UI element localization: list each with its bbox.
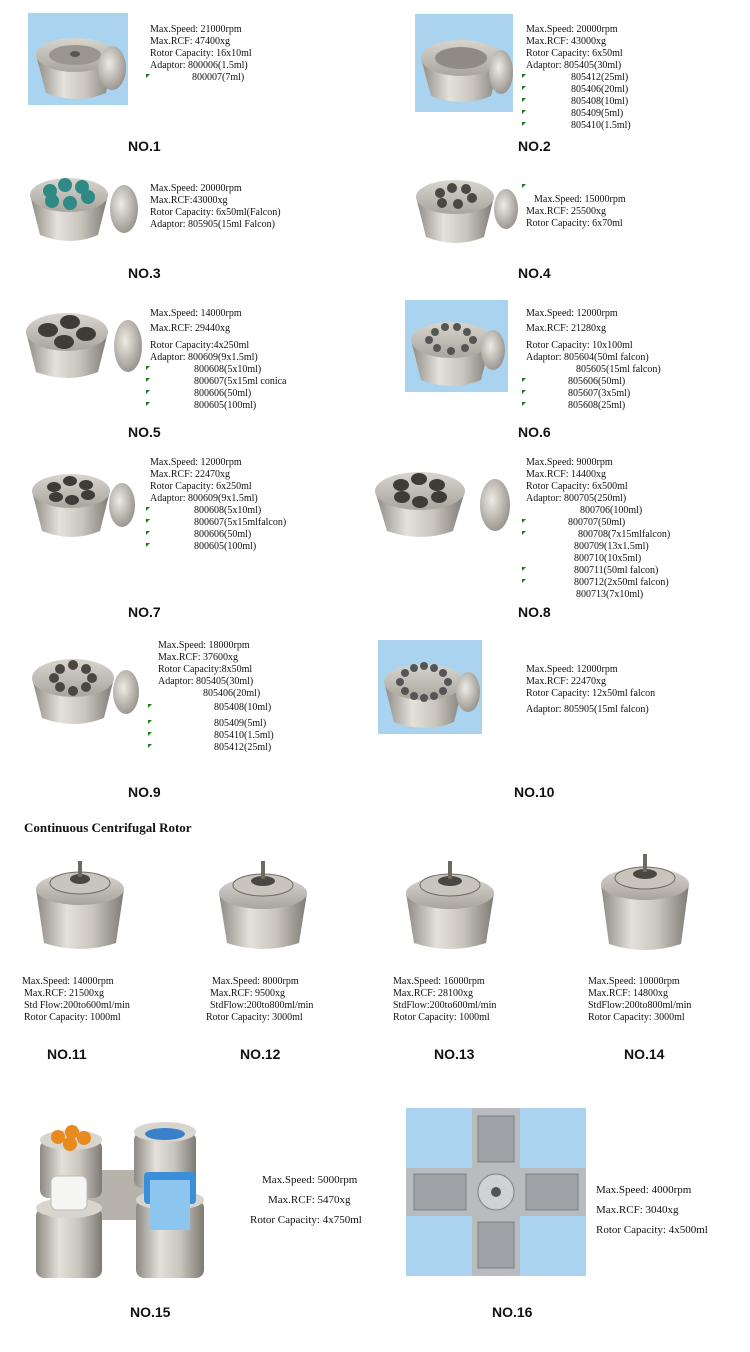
rotor-16-specs — [596, 1180, 708, 1240]
spec-line: Rotor Capacity: 6x250ml — [150, 481, 252, 492]
rotor-8-specs — [526, 457, 670, 601]
rotor-8-label: NO.8 — [518, 604, 551, 620]
spec-line: Max.Speed: 14000rpm — [22, 976, 114, 987]
rotor-12-specs — [206, 976, 313, 1024]
spec-text: 800606(50ml) — [194, 388, 252, 399]
spec-line — [150, 72, 252, 84]
spec-text: 805606(50ml) — [568, 376, 626, 387]
rotor-14-label: NO.14 — [624, 1046, 665, 1062]
spec-text: 800605(100ml) — [194, 400, 257, 411]
spec-line: Rotor Capacity: 12x50ml falcon — [526, 688, 656, 699]
spec-line — [526, 388, 661, 400]
spec-line — [150, 388, 286, 400]
rotor-4-specs — [526, 182, 626, 230]
spec-line — [150, 364, 286, 376]
spec-line: Rotor Capacity: 6x50ml(Falcon) — [150, 207, 281, 218]
rotor-14-image — [595, 850, 695, 955]
spec-line: Max.Speed: 14000rpm — [150, 308, 242, 319]
spec-line — [150, 376, 286, 388]
rotor-3-image — [20, 163, 140, 249]
spec-line: Max.Speed: 20000rpm — [150, 183, 242, 194]
spec-line: Max.RCF: 5470xg — [268, 1194, 351, 1206]
spec-line: Max.Speed: 12000rpm — [526, 664, 618, 675]
spec-line: Rotor Capacity: 6x70ml — [526, 218, 623, 229]
spec-line: Max.RCF: 3040xg — [596, 1204, 679, 1216]
rotor-4-label: NO.4 — [518, 265, 551, 281]
spec-line: Adaptor: 800609(9x1.5ml) — [150, 493, 258, 504]
rotor-10-specs — [526, 664, 655, 716]
spec-line — [526, 577, 670, 589]
rotor-13-image — [400, 855, 500, 955]
spec-text: 805607(3x5ml) — [568, 388, 631, 399]
spec-line: Max.RCF: 22470xg — [526, 676, 607, 687]
spec-line — [526, 84, 631, 96]
spec-line: Max.RCF: 29440xg — [150, 323, 231, 334]
spec-line: StdFlow:200to800ml/min — [588, 1000, 692, 1011]
spec-line — [526, 72, 631, 84]
spec-line — [526, 376, 661, 388]
spec-line: Adaptor: 805905(15ml falcon) — [526, 704, 649, 715]
spec-line — [526, 517, 670, 529]
spec-line: Adaptor: 805604(50ml falcon) — [526, 352, 649, 363]
rotor-1-specs — [150, 24, 252, 84]
spec-line: Rotor Capacity: 1000ml — [393, 1012, 490, 1023]
rotor-13-label: NO.13 — [434, 1046, 475, 1062]
spec-line — [526, 400, 661, 412]
rotor-3-specs — [150, 183, 281, 231]
rotor-12-label: NO.12 — [240, 1046, 281, 1062]
spec-line: Rotor Capacity: 1000ml — [24, 1012, 121, 1023]
spec-line: Rotor Capacity: 3000ml — [206, 1012, 303, 1023]
spec-line: Adaptor: 800705(250ml) — [526, 493, 627, 504]
rotor-9-specs — [158, 640, 274, 754]
spec-line: Max.Speed: 10000rpm — [588, 976, 680, 987]
spec-line: Max.Speed: 15000rpm — [534, 194, 626, 205]
spec-line: Max.Speed: 5000rpm — [262, 1174, 358, 1186]
rotor-15-label: NO.15 — [130, 1304, 171, 1320]
spec-line: Max.Speed: 12000rpm — [150, 457, 242, 468]
spec-line: Max.RCF: 25500xg — [526, 206, 607, 217]
rotor-2-image — [415, 14, 513, 112]
rotor-2-label: NO.2 — [518, 138, 551, 154]
spec-text: 805409(5ml) — [571, 108, 624, 119]
spec-line: Max.Speed: 18000rpm — [158, 640, 250, 651]
section-title: Continuous Centrifugal Rotor — [24, 820, 192, 835]
spec-line — [158, 702, 274, 714]
spec-line: Std Flow:200to600ml/min — [24, 1000, 130, 1011]
spec-line — [150, 505, 286, 517]
spec-line — [526, 96, 631, 108]
rotor-16-image — [406, 1108, 586, 1276]
spec-text: 800007(7ml) — [192, 72, 245, 83]
spec-text: 805608(25ml) — [568, 400, 626, 411]
spec-line: Rotor Capacity: 10x100ml — [526, 340, 633, 351]
rotor-7-specs — [150, 457, 286, 553]
spec-line: Max.RCF: 14800xg — [588, 988, 669, 999]
spec-line — [150, 529, 286, 541]
rotor-1-label: NO.1 — [128, 138, 161, 154]
rotor-5-label: NO.5 — [128, 424, 161, 440]
spec-text: 800606(50ml) — [194, 529, 252, 540]
rotor-13-specs — [393, 976, 496, 1024]
spec-line: Max.Speed: 8000rpm — [212, 976, 299, 987]
spec-text: 800707(50ml) — [568, 517, 626, 528]
spec-line: Max.RCF: 47400xg — [150, 36, 231, 47]
rotor-11-specs — [22, 976, 130, 1024]
spec-text: 805412(25ml) — [571, 72, 629, 83]
spec-line: Adaptor: 800006(1.5ml) — [150, 60, 248, 71]
spec-line: 800706(100ml) — [580, 505, 643, 516]
spec-line: Max.RCF: 9500xg — [210, 988, 286, 999]
rotor-3-label: NO.3 — [128, 265, 161, 281]
spec-text: 800607(5x15ml conica — [194, 376, 287, 387]
spec-line: Adaptor: 805405(30ml) — [158, 676, 254, 687]
spec-line: Adaptor: 805405(30ml) — [526, 60, 622, 71]
spec-line — [150, 517, 286, 529]
spec-line — [158, 742, 274, 754]
spec-line: Max.Speed: 16000rpm — [393, 976, 485, 987]
spec-text: 800607(5x15mlfalcon) — [194, 517, 287, 528]
rotor-12-image — [213, 855, 313, 955]
spec-line: Max.Speed: 12000rpm — [526, 308, 618, 319]
spec-line: Rotor Capacity: 6x50ml — [526, 48, 623, 59]
spec-line: StdFlow:200to600ml/min — [393, 1000, 497, 1011]
rotor-11-label: NO.11 — [47, 1046, 87, 1062]
spec-line: 800710(10x5ml) — [574, 553, 642, 564]
rotor-14-specs — [588, 976, 691, 1024]
spec-line: 805406(20ml) — [203, 688, 261, 699]
spec-line: Max.RCF: 37600xg — [158, 652, 239, 663]
spec-line — [526, 565, 670, 577]
rotor-5-specs — [150, 308, 286, 412]
spec-line: Rotor Capacity: 4x500ml — [596, 1224, 708, 1236]
spec-line — [526, 108, 631, 120]
spec-line: Max.RCF: 21280xg — [526, 323, 607, 334]
rotor-6-image — [405, 300, 508, 392]
spec-line: Rotor Capacity: 16x10ml — [150, 48, 252, 59]
spec-line — [150, 400, 286, 412]
spec-text: 805408(10ml) — [571, 96, 629, 107]
spec-text: 800712(2x50ml falcon) — [574, 577, 669, 588]
spec-line: Rotor Capacity:8x50ml — [158, 664, 253, 675]
rotor-6-specs — [526, 308, 661, 412]
rotor-7-label: NO.7 — [128, 604, 161, 620]
spec-line: Max.RCF: 28100xg — [393, 988, 474, 999]
spec-line: Rotor Capacity: 4x750ml — [250, 1214, 362, 1226]
spec-text: 800605(100ml) — [194, 541, 257, 552]
spec-text: 805409(5ml) — [214, 718, 267, 729]
rotor-8-image — [365, 455, 515, 547]
spec-text: 800608(5x10ml) — [194, 505, 262, 516]
spec-line: Rotor Capacity: 6x500ml — [526, 481, 628, 492]
spec-line: StdFlow:200to800ml/min — [210, 1000, 314, 1011]
spec-text: 805410(1.5ml) — [571, 120, 631, 131]
spec-text: 805406(20ml) — [571, 84, 629, 95]
spec-line: 800713(7x10ml) — [576, 589, 644, 600]
spec-line: Adaptor: 805905(15ml Falcon) — [150, 219, 275, 230]
spec-marker-line — [526, 182, 626, 194]
rotor-2-specs — [526, 24, 631, 132]
rotor-5-image — [22, 300, 144, 386]
rotor-16-label: NO.16 — [492, 1304, 533, 1320]
spec-line: Max.RCF: 14400xg — [526, 469, 607, 480]
rotor-15-specs — [250, 1170, 362, 1230]
spec-line: Rotor Capacity:4x250ml — [150, 340, 250, 351]
spec-line — [158, 730, 274, 742]
spec-text: 805408(10ml) — [214, 702, 272, 713]
spec-line: Max.RCF: 21500xg — [24, 988, 105, 999]
spec-text: 800608(5x10ml) — [194, 364, 262, 375]
spec-line — [158, 718, 274, 730]
spec-text: 800708(7x15mlfalcon) — [578, 529, 671, 540]
spec-line: Max.Speed: 9000rpm — [526, 457, 613, 468]
rotor-9-image — [28, 640, 140, 734]
spec-text: 805410(1.5ml) — [214, 730, 274, 741]
spec-text: 805412(25ml) — [214, 742, 272, 753]
spec-line — [526, 529, 670, 541]
rotor-1-image — [28, 13, 128, 105]
spec-text: 800711(50ml falcon) — [574, 565, 659, 576]
spec-line: Max.RCF: 22470xg — [150, 469, 231, 480]
spec-line: 800709(13x1.5ml) — [574, 541, 649, 552]
rotor-4-image — [410, 163, 520, 253]
spec-line: Max.RCF: 43000xg — [526, 36, 607, 47]
rotor-7-image — [26, 455, 136, 547]
spec-line: 805605(15ml falcon) — [576, 364, 661, 375]
rotor-6-label: NO.6 — [518, 424, 551, 440]
rotor-11-image — [30, 855, 130, 955]
spec-line: Rotor Capacity: 3000ml — [588, 1012, 685, 1023]
spec-line: Max.RCF:43000xg — [150, 195, 228, 206]
rotor-9-label: NO.9 — [128, 784, 161, 800]
rotor-10-label: NO.10 — [514, 784, 555, 800]
rotor-10-image — [378, 640, 482, 734]
spec-line — [526, 120, 631, 132]
rotor-15-image — [26, 1110, 231, 1288]
spec-line — [150, 541, 286, 553]
spec-line: Max.Speed: 4000rpm — [596, 1184, 692, 1196]
spec-line: Max.Speed: 21000rpm — [150, 24, 242, 35]
spec-line: Adaptor: 800609(9x1.5ml) — [150, 352, 258, 363]
spec-line: Max.Speed: 20000rpm — [526, 24, 618, 35]
